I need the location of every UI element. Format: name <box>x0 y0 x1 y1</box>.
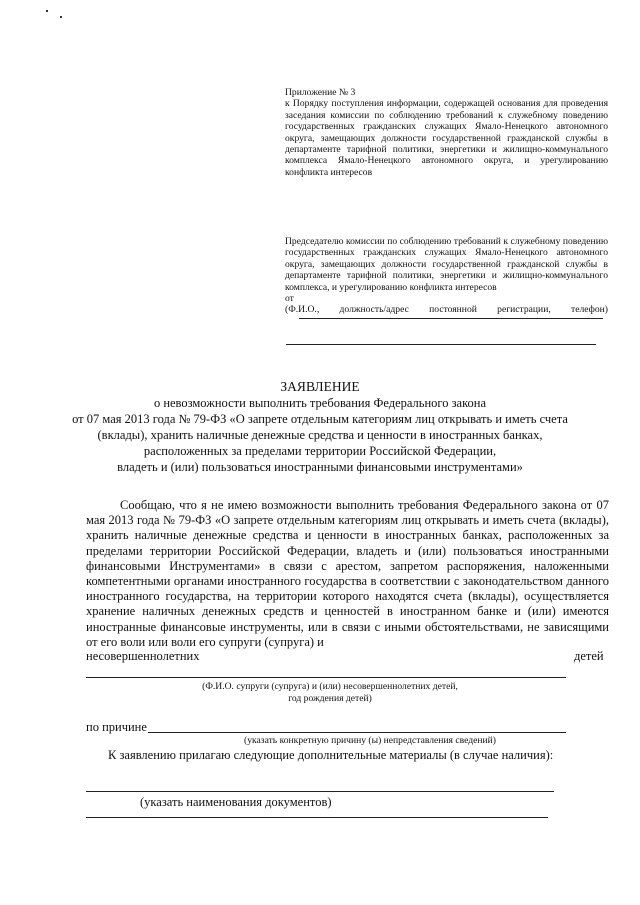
scan-speck <box>60 16 62 18</box>
attach-text: К заявлению прилагаю следующие дополнительные материалы (в случае наличия): <box>108 748 554 762</box>
addressee-block <box>285 236 608 316</box>
annex-heading: Приложение № 3 <box>285 87 356 98</box>
reason-hint: (указать конкретную причину (ы) непредставления сведений) <box>244 735 496 746</box>
annex-text: к Порядку поступления информации, содержащей основания для проведения заседания комиссии по соблюдению требований к служебному поведению государственных гражданских служащих Ямало-Ненецкого автономного округа, замещающих должности государственной гражданской службы в департаменте тарифной политики, энергетики и жилищно-коммунального комплекса Ямало-Ненецкого автономного округа, и урегулированию конфликта интересов <box>285 98 608 178</box>
statement-title: ЗАЯВЛЕНИЕ <box>280 379 360 394</box>
statement-subtitle-line: (вклады), хранить наличные денежные средства и ценности в иностранных банках, <box>97 428 543 442</box>
body-paragraph: Сообщаю, что я не имею возможности выполнить требования Федерального закона от 07 мая 2013 года № 79-ФЗ «О запрете отдельным категориям лиц открывать и иметь счета (вклады), хранить наличные денежные средства и ценности в иностранных банках, расположенных за пределами территории Российской Федерации, владеть и (или) пользоваться иностранными финансовыми Инструментами» в связи с арестом, запретом распоряжения, наложенными компетентными органами иностранного государства в соответствии с законодательством данного иностранного государства, на территории которого находятся счета (вклады), осуществляется хранение наличных денежных средств и ценностей в иностранном банке и (или) имеются иностранные финансовые инструменты, или в связи с иными обстоятельствами, не зависящими от его воли или воли его супруги (супруга) и <box>86 498 609 649</box>
statement-subtitle-line: расположенных за пределами территории Российской Федерации, <box>143 444 497 458</box>
statement-subtitle-line: владеть и (или) пользоваться иностранными финансовыми инструментами» <box>117 460 523 474</box>
statement-body <box>86 498 609 650</box>
annex-block <box>285 87 608 178</box>
spouse-hint-2: год рождения детей) <box>288 693 372 704</box>
scan-speck <box>46 10 48 12</box>
body-last-right: детей <box>574 649 604 663</box>
fio-hint: (Ф.И.О., должность/адрес постоянной регистрации, телефон) <box>285 304 608 316</box>
addressee-text: Председателю комиссии по соблюдению требований к служебному поведению государственных гражданских служащих Ямало-Ненецкого автономного округа, замещающих должности государственной гражданской службы в департаменте тарифной политики, энергетики и жилищно-коммунального комплекса, и урегулированию конфликта интересов <box>285 236 608 293</box>
spouse-fill-line <box>86 677 566 678</box>
body-last-left: несовершеннолетних <box>86 649 200 663</box>
from-fill-line <box>299 318 603 319</box>
statement-subtitle-line: от 07 мая 2013 года № 79-ФЗ «О запрете отдельным категориям лиц открывать и иметь счета <box>72 412 568 426</box>
from-label: от <box>285 293 294 305</box>
docs-hint: (указать наименования документов) <box>140 795 332 809</box>
reason-label: по причине <box>86 720 147 734</box>
docs-fill-line-2 <box>86 817 548 818</box>
reason-fill-line <box>148 732 566 733</box>
spouse-hint: (Ф.И.О. супруги (супруга) и (или) несовершеннолетних детей, <box>202 681 458 692</box>
fio-fill-line <box>286 344 596 345</box>
docs-fill-line <box>86 791 554 792</box>
statement-subtitle-line: о невозможности выполнить требования Федерального закона <box>153 396 487 410</box>
